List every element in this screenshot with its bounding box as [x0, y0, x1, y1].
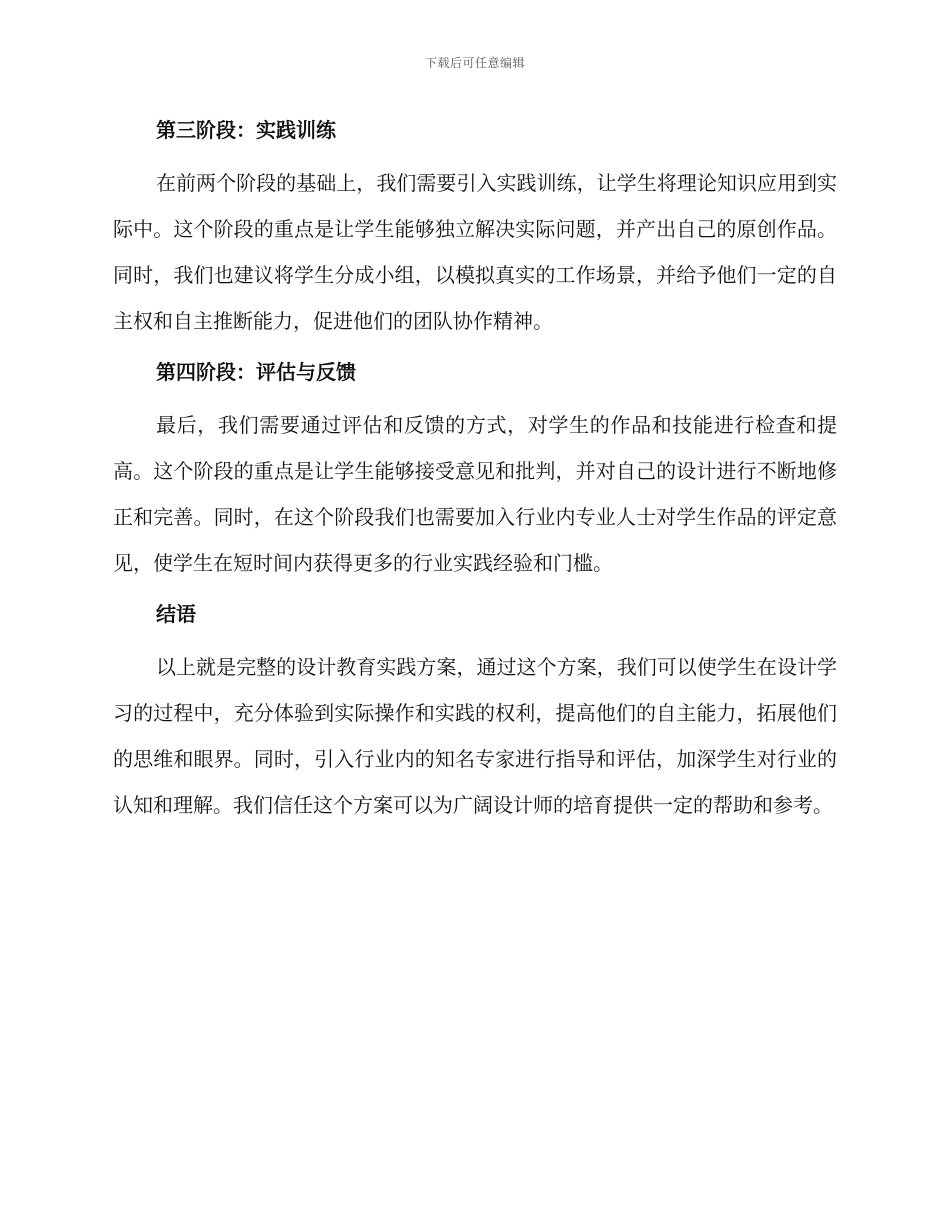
- section-heading-conclusion: 结语: [156, 602, 196, 626]
- document-body: [113, 110, 837, 828]
- section-heading-stage-three: 第三阶段：实践训练: [156, 118, 336, 142]
- section-heading-stage-four: 第四阶段：评估与反馈: [156, 360, 356, 384]
- section-paragraph-conclusion: 以上就是完整的设计教育实践方案，通过这个方案，我们可以使学生在设计学习的过程中，充分体验到实际操作和实践的权利，提高他们的自主能力，拓展他们的思维和眼界。同时，引入行业内的知名专家进行指导和评估，加深学生对行业的认知和理解。我们信任这个方案可以为广阔设计师的培育提供一定的帮助和参考。: [113, 655, 837, 817]
- section-paragraph-stage-four: 最后，我们需要通过评估和反馈的方式，对学生的作品和技能进行检查和提高。这个阶段的重点是让学生能够接受意见和批判，并对自己的设计进行不断地修正和完善。同时，在这个阶段我们也需要加入行业内专业人士对学生作品的评定意见，使学生在短时间内获得更多的行业实践经验和门槛。: [113, 413, 837, 575]
- section-paragraph-stage-three: 在前两个阶段的基础上，我们需要引入实践训练，让学生将理论知识应用到实际中。这个阶段的重点是让学生能够独立解决实际问题，并产出自己的原创作品。同时，我们也建议将学生分成小组，以模拟真实的工作场景，并给予他们一定的自主权和自主推断能力，促进他们的团队协作精神。: [113, 171, 837, 333]
- header-note: 下载后可任意编辑: [424, 56, 525, 70]
